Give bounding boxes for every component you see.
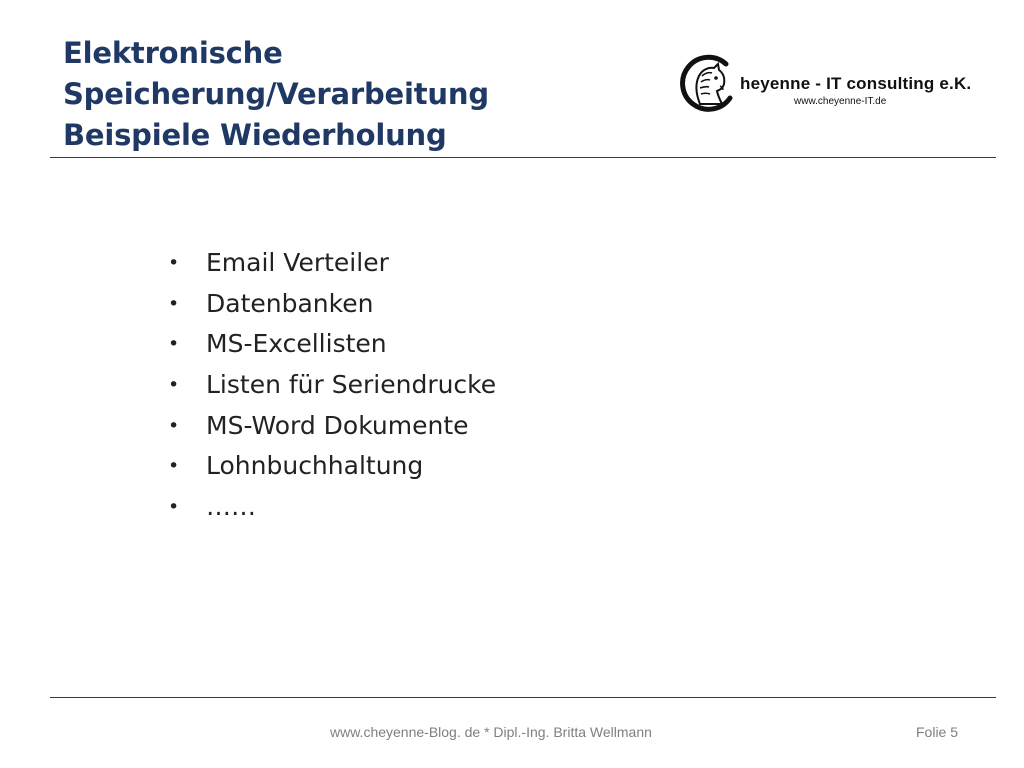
logo-company-name: heyenne - IT consulting e.K. [740,74,972,93]
list-item-text: Listen für Seriendrucke [206,370,497,400]
slide-title-line-2: Speicherung/Verarbeitung [63,77,489,111]
company-logo [678,54,998,118]
list-item [168,243,496,284]
footer-text: www.cheyenne-Blog. de * Dipl.-Ing. Britta Wellmann [330,724,652,740]
list-item [168,365,496,406]
bullet-list [168,243,496,528]
horse-head-logo-icon [678,54,738,114]
list-item-text: MS-Word Dokumente [206,410,469,440]
list-item-text: MS-Excellisten [206,329,387,359]
slide-number: Folie 5 [916,724,959,740]
bullet-icon: • [168,292,180,315]
list-item [168,487,496,528]
slide-title-line-3: Beispiele Wiederholung [63,118,447,152]
list-item [168,324,496,365]
list-item-text: Email Verteiler [206,248,389,277]
slide-title-line-1: Elektronische [63,36,283,70]
list-item [168,446,496,487]
list-item-text: …… [206,492,256,522]
title-divider [50,157,996,158]
list-item [168,406,496,447]
bullet-icon: • [168,333,180,356]
list-item [168,284,496,325]
slide-title [63,33,623,156]
bullet-icon: • [168,252,180,274]
list-item-text: Lohnbuchhaltung [206,451,424,481]
bullet-icon: • [168,374,180,397]
bullet-icon: • [168,496,180,519]
bullet-icon: • [168,414,180,437]
footer-divider [50,697,996,698]
logo-url: www.cheyenne-IT.de [794,96,887,107]
bullet-icon: • [168,455,180,478]
list-item-text: Datenbanken [206,288,374,318]
